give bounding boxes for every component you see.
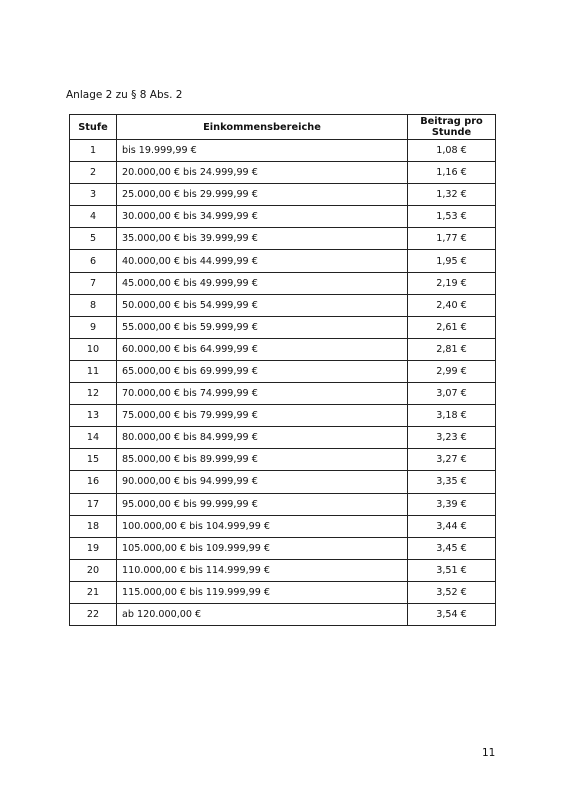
table-row [70, 294, 496, 316]
stufe-cell: 2 [70, 162, 117, 184]
price-cell: 3,52 € [408, 581, 496, 603]
income-range-cell: 65.000,00 € bis 69.999,99 € [117, 360, 408, 382]
price-cell: 3,44 € [408, 515, 496, 537]
stufe-cell: 3 [70, 184, 117, 206]
stufe-cell: 5 [70, 228, 117, 250]
price-cell: 3,07 € [408, 383, 496, 405]
table-row [70, 493, 496, 515]
stufe-cell: 11 [70, 360, 117, 382]
income-range-cell: 75.000,00 € bis 79.999,99 € [117, 405, 408, 427]
table-row [70, 316, 496, 338]
table-header [70, 115, 496, 140]
price-cell: 3,18 € [408, 405, 496, 427]
price-cell: 2,81 € [408, 338, 496, 360]
price-cell: 2,40 € [408, 294, 496, 316]
header-price-line2: Stunde [431, 127, 472, 138]
table-row [70, 140, 496, 162]
income-range-cell: 80.000,00 € bis 84.999,99 € [117, 427, 408, 449]
table-row [70, 360, 496, 382]
income-range-cell: 20.000,00 € bis 24.999,99 € [117, 162, 408, 184]
table-row [70, 405, 496, 427]
document-caption: Anlage 2 zu § 8 Abs. 2 [66, 89, 183, 101]
stufe-cell: 6 [70, 250, 117, 272]
price-cell: 1,53 € [408, 206, 496, 228]
table-row [70, 471, 496, 493]
header-income-range: Einkommensbereiche [117, 115, 408, 140]
stufe-cell: 15 [70, 449, 117, 471]
table-row [70, 272, 496, 294]
price-cell: 3,51 € [408, 559, 496, 581]
income-range-cell: 105.000,00 € bis 109.999,99 € [117, 537, 408, 559]
header-price [408, 115, 496, 140]
table-row [70, 184, 496, 206]
income-range-cell: 30.000,00 € bis 34.999,99 € [117, 206, 408, 228]
table-row [70, 515, 496, 537]
income-range-cell: 45.000,00 € bis 49.999,99 € [117, 272, 408, 294]
stufe-cell: 16 [70, 471, 117, 493]
header-row [70, 115, 496, 140]
income-range-cell: 115.000,00 € bis 119.999,99 € [117, 581, 408, 603]
price-cell: 3,39 € [408, 493, 496, 515]
price-cell: 3,35 € [408, 471, 496, 493]
income-range-cell: 50.000,00 € bis 54.999,99 € [117, 294, 408, 316]
fee-table [69, 114, 496, 626]
table-row [70, 581, 496, 603]
stufe-cell: 9 [70, 316, 117, 338]
income-range-cell: bis 19.999,99 € [117, 140, 408, 162]
price-cell: 3,27 € [408, 449, 496, 471]
table-row [70, 206, 496, 228]
price-cell: 2,61 € [408, 316, 496, 338]
stufe-cell: 20 [70, 559, 117, 581]
price-cell: 2,19 € [408, 272, 496, 294]
price-cell: 1,16 € [408, 162, 496, 184]
income-range-cell: 90.000,00 € bis 94.999,99 € [117, 471, 408, 493]
stufe-cell: 14 [70, 427, 117, 449]
stufe-cell: 12 [70, 383, 117, 405]
stufe-cell: 21 [70, 581, 117, 603]
income-range-cell: 85.000,00 € bis 89.999,99 € [117, 449, 408, 471]
income-range-cell: 55.000,00 € bis 59.999,99 € [117, 316, 408, 338]
price-cell: 2,99 € [408, 360, 496, 382]
table-row [70, 228, 496, 250]
price-cell: 1,77 € [408, 228, 496, 250]
income-range-cell: 95.000,00 € bis 99.999,99 € [117, 493, 408, 515]
income-range-cell: 110.000,00 € bis 114.999,99 € [117, 559, 408, 581]
price-cell: 1,32 € [408, 184, 496, 206]
table-row [70, 250, 496, 272]
stufe-cell: 10 [70, 338, 117, 360]
stufe-cell: 13 [70, 405, 117, 427]
income-range-cell: 40.000,00 € bis 44.999,99 € [117, 250, 408, 272]
price-cell: 1,95 € [408, 250, 496, 272]
table-row [70, 603, 496, 625]
table-row [70, 537, 496, 559]
table-row [70, 162, 496, 184]
stufe-cell: 22 [70, 603, 117, 625]
price-cell: 3,54 € [408, 603, 496, 625]
stufe-cell: 4 [70, 206, 117, 228]
price-cell: 3,45 € [408, 537, 496, 559]
table-row [70, 383, 496, 405]
income-range-cell: ab 120.000,00 € [117, 603, 408, 625]
income-range-cell: 70.000,00 € bis 74.999,99 € [117, 383, 408, 405]
stufe-cell: 8 [70, 294, 117, 316]
header-stufe: Stufe [70, 115, 117, 140]
income-range-cell: 60.000,00 € bis 64.999,99 € [117, 338, 408, 360]
income-range-cell: 25.000,00 € bis 29.999,99 € [117, 184, 408, 206]
page-number: 11 [482, 747, 496, 759]
income-range-cell: 100.000,00 € bis 104.999,99 € [117, 515, 408, 537]
table-row [70, 427, 496, 449]
stufe-cell: 1 [70, 140, 117, 162]
table-row [70, 338, 496, 360]
stufe-cell: 7 [70, 272, 117, 294]
price-cell: 3,23 € [408, 427, 496, 449]
stufe-cell: 19 [70, 537, 117, 559]
stufe-cell: 17 [70, 493, 117, 515]
table-row [70, 559, 496, 581]
income-range-cell: 35.000,00 € bis 39.999,99 € [117, 228, 408, 250]
table-body [70, 140, 496, 626]
header-price-line1: Beitrag pro [420, 116, 483, 127]
table-row [70, 449, 496, 471]
stufe-cell: 18 [70, 515, 117, 537]
price-cell: 1,08 € [408, 140, 496, 162]
